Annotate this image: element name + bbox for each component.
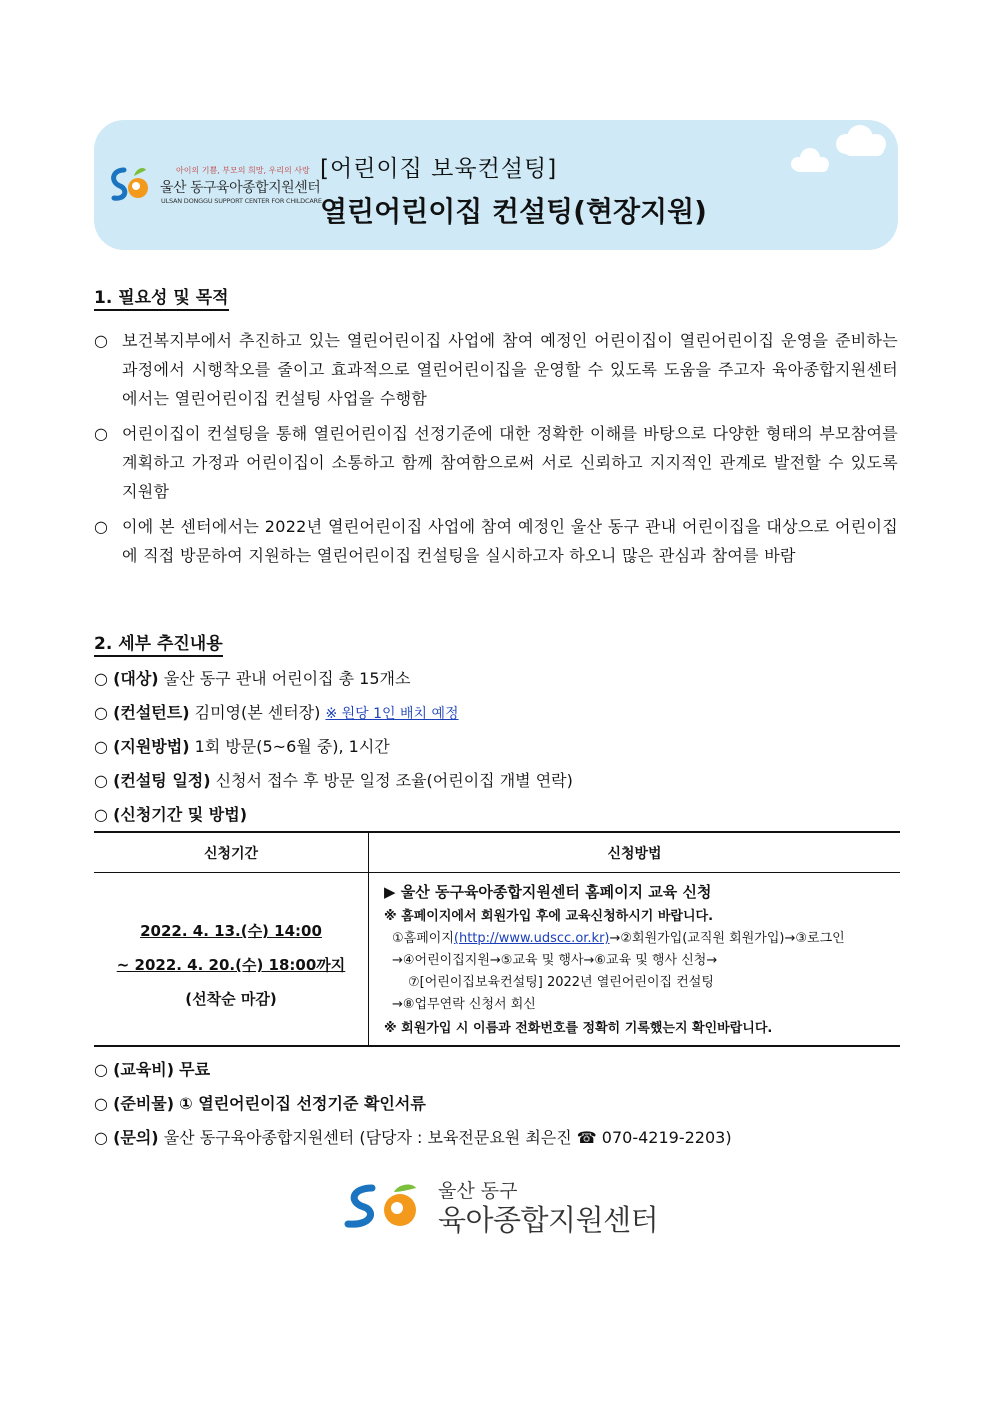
consultant-label: (컨설턴트) [113,703,190,722]
contact-label: (문의) [113,1128,159,1147]
method-step-2: →④어린이집지원→⑤교육 및 행사→⑥교육 및 행사 신청→ [392,953,718,968]
prep-item [94,1093,426,1115]
bullet-icon: ○ [94,517,108,536]
support-method-label: (지원방법) [113,737,190,756]
bullet-icon: ○ [94,1094,108,1113]
period-end: ~ 2022. 4. 20.(수) 18:00까지 [116,956,346,974]
bullet-icon: ○ [94,1128,108,1147]
support-method-value: 1회 방문(5~6월 중), 1시간 [194,737,390,756]
consultant-note-link[interactable]: ※ 원당 1인 배치 예정 [325,706,459,722]
period-cell [94,873,369,1047]
document-subtitle: [어린이집 보육컨설팅] [320,156,558,182]
schedule-item [94,770,573,792]
bullet-icon: ○ [94,1060,108,1079]
target-label: (대상) [113,669,159,688]
header-banner [94,120,898,250]
apply-item [94,804,247,826]
purpose-paragraph-3: ○ 이에 본 센터에서는 2022년 열린어린이집 사업에 참여 예정인 울산 동구 관내 어린이집을 대상으로 어린이집에 직접 방문하여 지원하는 열린어린이집 컨설팅을 실시하고자 하오니 많은 관심과 참여를 바람 [94,512,898,570]
document-title: 열린어린이집 컨설팅(현장지원) [320,195,707,228]
schedule-value: 신청서 접수 후 방문 일정 조율(어린이집 개별 연락) [215,771,573,790]
footer-logo-mark [342,1182,428,1232]
fee-value: 무료 [179,1060,211,1079]
period-note: (선착순 마감) [185,990,277,1008]
method-note-check: ※ 회원가입 시 이름과 전화번호를 정확히 기록했는지 확인바랍니다. [384,1021,773,1036]
method-headline: ▶ 울산 동구육아종합지원센터 홈페이지 교육 신청 [384,883,712,901]
method-cell [369,873,901,1047]
target-value: 울산 동구 관내 어린이집 총 15개소 [163,669,411,688]
application-table [94,831,900,1047]
logo-english: ULSAN DONGGU SUPPORT CENTER FOR CHILDCARE [161,197,322,205]
table-row [94,873,900,1047]
consultant-value: 김미영(본 센터장) [194,703,321,722]
method-step-1: ①홈페이지(http://www.udscc.or.kr)→②회원가입(교직원 회원가입)→③로그인 [392,931,845,946]
method-note-signup: ※ 홈페이지에서 회원가입 후에 교육신청하시기 바랍니다. [384,909,714,924]
bullet-icon: ○ [94,703,108,722]
bullet-icon: ○ [94,424,108,443]
homepage-link[interactable]: (http://www.udscc.or.kr) [453,931,610,946]
prep-label: (준비물) [113,1094,175,1113]
bullet-icon: ○ [94,805,108,824]
footer-logo [342,1176,662,1236]
center-logo-mark [106,162,154,210]
bullet-icon: ○ [94,331,108,350]
prep-value: ① 열린어린이집 선정기준 확인서류 [179,1094,426,1113]
purpose-paragraph-2: ○ 어린이집이 컨설팅을 통해 열린어린이집 선정기준에 대한 정확한 이해를 바탕으로 다양한 형태의 부모참여를 계획하고 가정과 어린이집이 소통하고 함께 참여함으로써 서로 신뢰하고 지지적인 관계로 발전할 수 있도록 지원함 [94,419,898,506]
section-1-heading: 1. 필요성 및 목적 [94,283,229,308]
contact-value: 울산 동구육아종합지원센터 (담당자 : 보육전문요원 최은진 ☎ 070-4219-2203) [163,1128,732,1147]
fee-item [94,1059,210,1081]
target-item [94,668,410,690]
schedule-label: (컨설팅 일정) [113,771,211,790]
logo-tagline: 아이의 기쁨, 부모의 희망, 우리의 사랑 [176,166,310,175]
footer-logo-line1: 울산 동구 [438,1180,518,1202]
table-header-row [94,832,900,873]
section-2-heading: 2. 세부 추진내용 [94,629,223,654]
center-logo [106,162,322,210]
bullet-icon: ○ [94,669,108,688]
bullet-icon: ○ [94,737,108,756]
method-header: 신청방법 [369,832,901,873]
footer-logo-line2: 육아종합지원센터 [438,1203,659,1237]
method-step-3: ⑦[어린이집보육컨설팅] 2022년 열린어린이집 컨설팅 [408,975,714,990]
period-start: 2022. 4. 13.(수) 14:00 [140,922,322,940]
period-header: 신청기간 [94,832,369,873]
fee-label: (교육비) [113,1060,175,1079]
support-method-item [94,736,390,758]
method-step-4: →⑧업무연락 신청서 회신 [392,997,536,1012]
contact-item [94,1127,732,1149]
purpose-paragraph-1: ○ 보건복지부에서 추진하고 있는 열린어린이집 사업에 참여 예정인 어린이집이 열린어린이집 운영을 준비하는 과정에서 시행착오를 줄이고 효과적으로 열린어린이집을 운영할 수 있도록 도움을 주고자 육아종합지원센터에서는 열린어린이집 컨설팅 사업을 수행함 [94,326,898,413]
logo-name: 울산 동구육아종합지원센터 [160,180,321,196]
clouds-decoration [784,124,894,184]
apply-label: (신청기간 및 방법) [113,805,248,824]
bullet-icon: ○ [94,771,108,790]
consultant-item [94,702,459,725]
